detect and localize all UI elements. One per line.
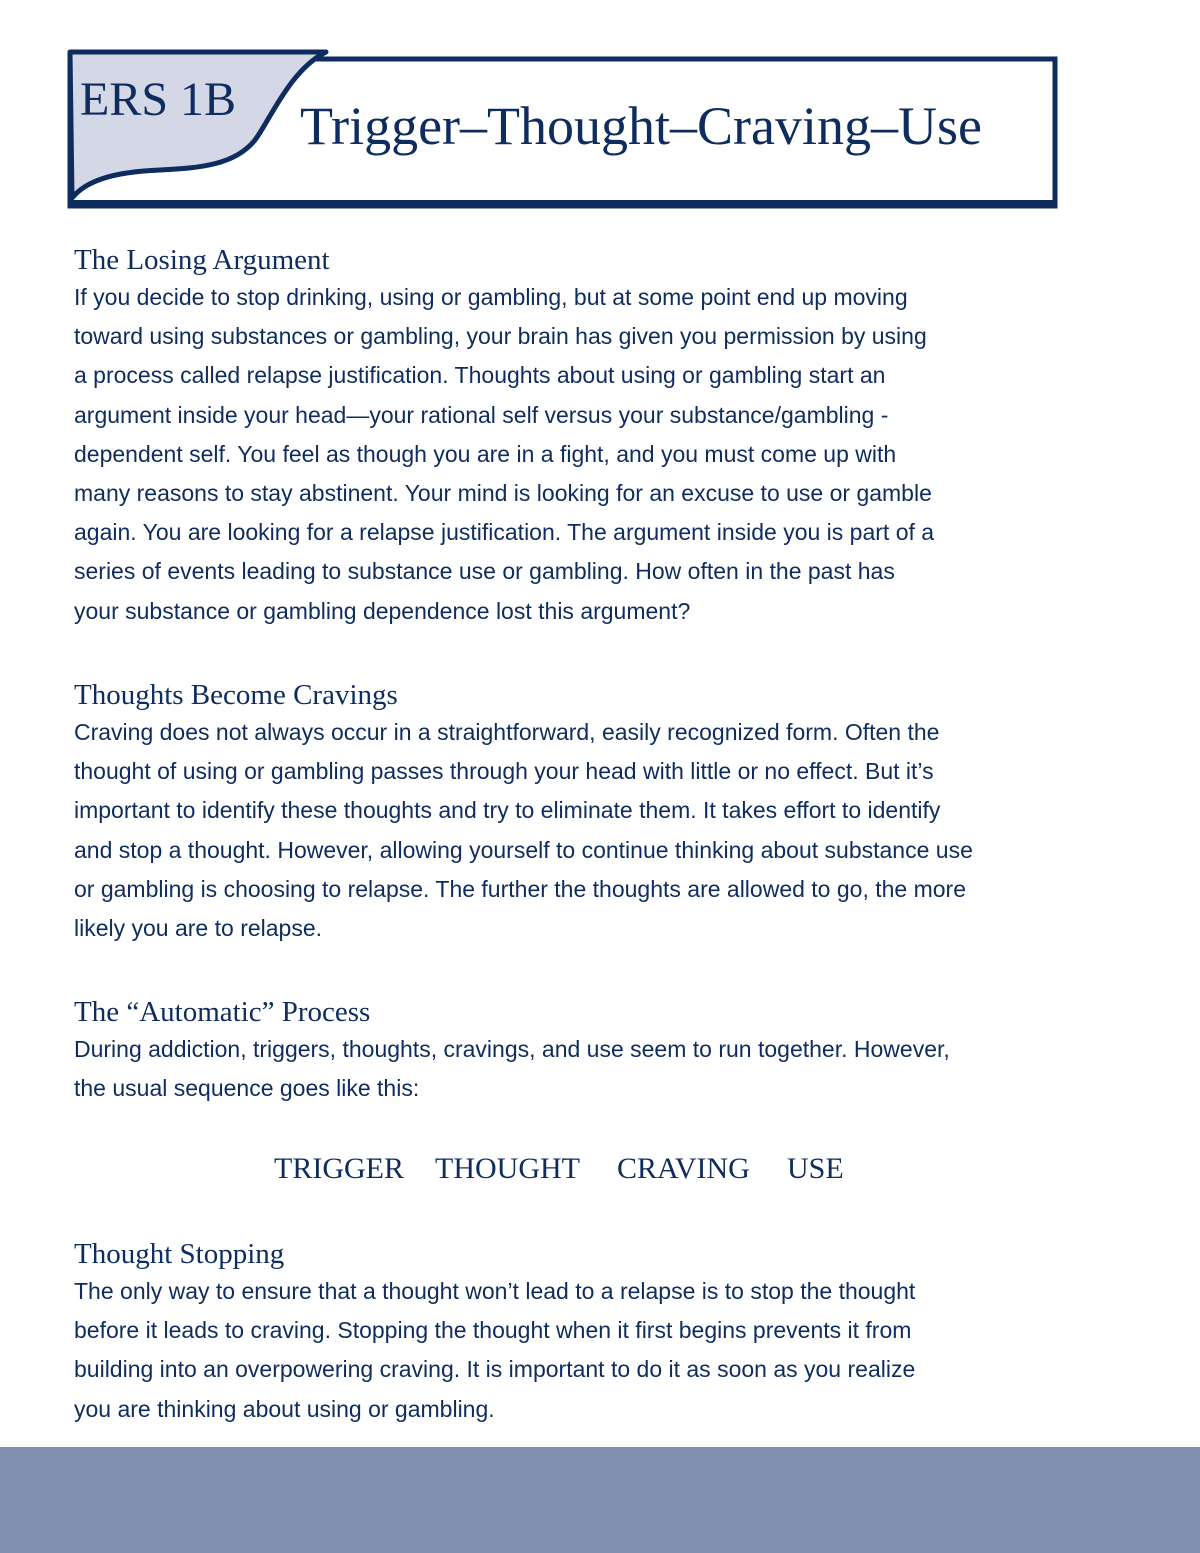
sequence-trigger: TRIGGER [274,1152,404,1185]
sequence-craving: CRAVING [617,1152,750,1185]
page-title: Trigger–Thought–Craving–Use [300,96,982,156]
body-line: building into an overpowering craving. It is important to do it as soon as you realize [74,1356,916,1383]
body-line: or gambling is choosing to relapse. The further the thoughts are allowed to go, the more [74,875,966,902]
body-line: before it leads to craving. Stopping the thought when it first begins prevents it from [74,1317,912,1344]
body-line: you are thinking about using or gambling. [74,1395,495,1422]
body-line: argument inside your head—your rational self versus your substance/gambling - [74,401,889,428]
section-losing-argument [74,242,934,631]
body-line: series of events leading to substance use or gambling. How often in the past has [74,558,895,585]
body-line: your substance or gambling dependence lost this argument? [74,597,691,624]
body-line: the usual sequence goes like this: [74,1075,420,1102]
body-line: and stop a thought. However, allowing yourself to continue thinking about substance use [74,836,973,863]
module-code: ERS 1B [80,73,237,126]
body-line: many reasons to stay abstinent. Your mind is looking for an excuse to use or gamble [74,480,932,507]
body-line: important to identify these thoughts and try to eliminate them. It takes effort to identify [74,797,941,824]
section-heading: The “Automatic” Process [74,996,371,1028]
sequence-use: USE [787,1152,844,1185]
section-thoughts-become-cravings [74,677,973,948]
body-line: The only way to ensure that a thought won’t lead to a relapse is to stop the thought [74,1278,916,1304]
body-line: a process called relapse justification. Thoughts about using or gambling start an [74,362,886,389]
body-line: Craving does not always occur in a straightforward, easily recognized form. Often the [74,719,940,745]
sequence-thought: THOUGHT [435,1152,580,1185]
body-line: likely you are to relapse. [74,915,323,942]
body-line: toward using substances or gambling, your brain has given you permission by using [74,323,927,350]
section-thought-stopping [74,1236,915,1429]
footer-band [0,1447,1200,1553]
body-line: dependent self. You feel as though you are in a fight, and you must come up with [74,440,897,467]
section-automatic-process [74,994,950,1108]
body-line: If you decide to stop drinking, using or gambling, but at some point end up moving [74,284,908,310]
section-heading: Thoughts Become Cravings [74,679,398,711]
body-line: thought of using or gambling passes through your head with little or no effect. But it’s [74,758,934,785]
header-banner [0,0,1200,220]
section-heading: The Losing Argument [74,244,330,276]
body-line: During addiction, triggers, thoughts, cravings, and use seem to run together. However, [74,1036,950,1062]
body-line: again. You are looking for a relapse justification. The argument inside you is part of a [74,519,935,546]
section-heading: Thought Stopping [74,1238,285,1270]
